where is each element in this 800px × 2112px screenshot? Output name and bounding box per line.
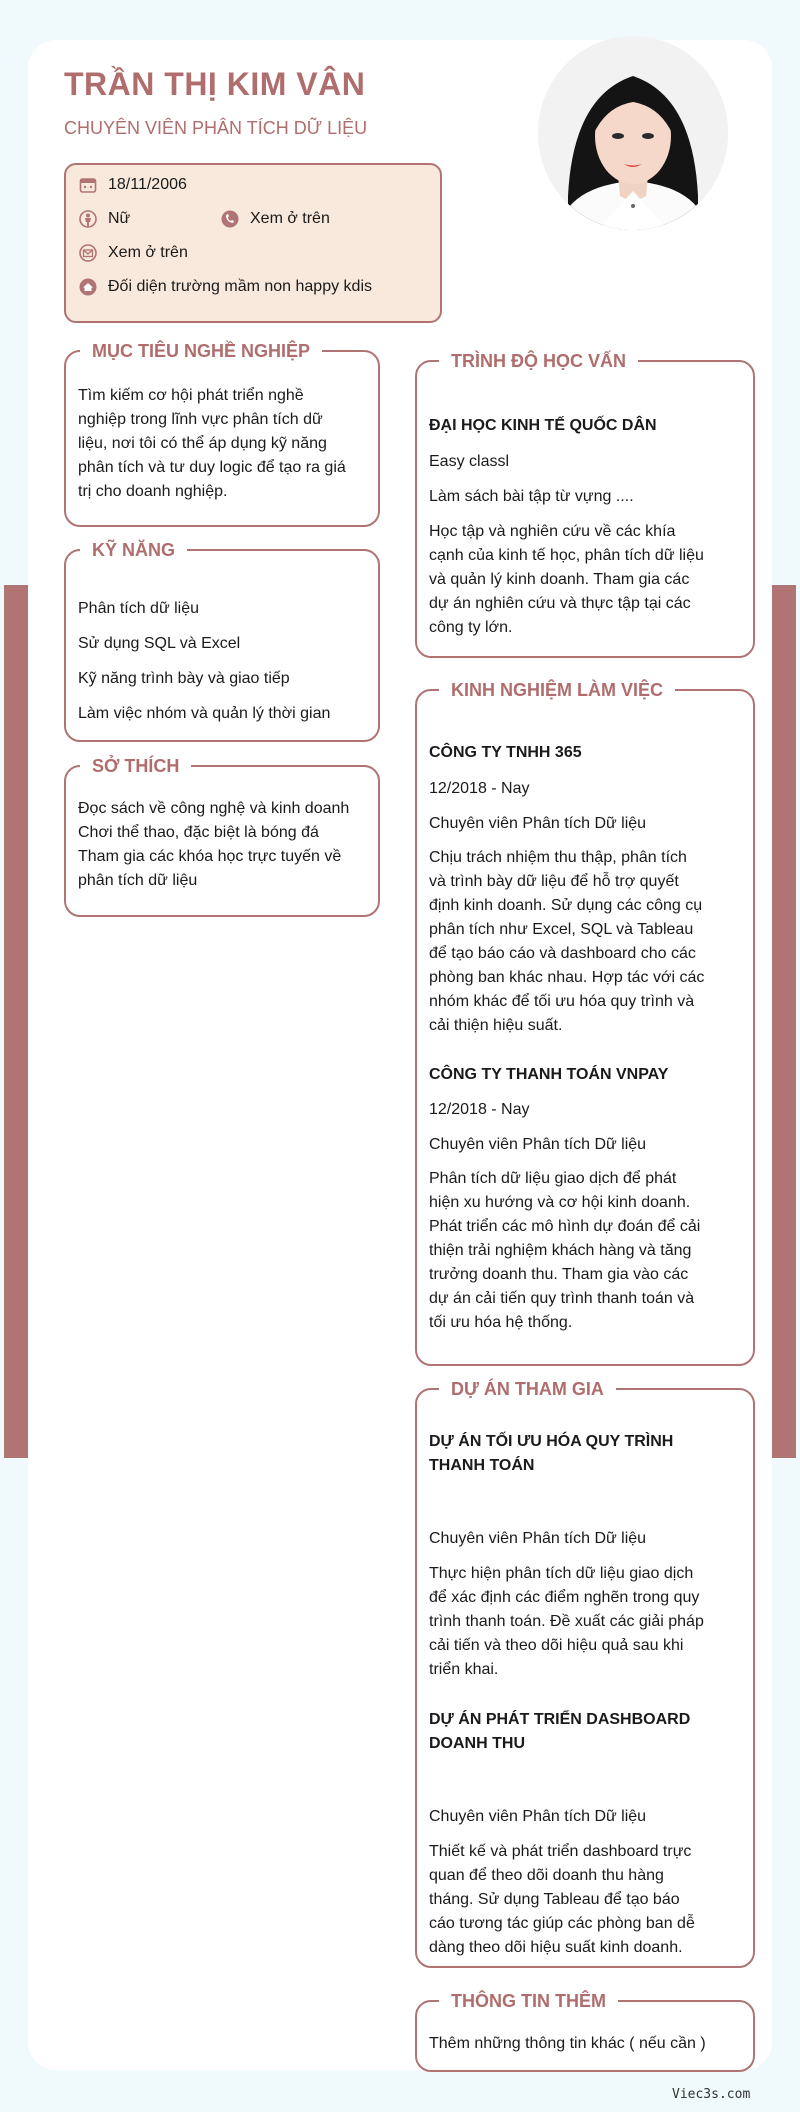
hobby-line: Chơi thể thao, đặc biệt là bóng đá bbox=[78, 824, 319, 841]
job-desc-line: tối ưu hóa hệ thống. bbox=[429, 1314, 573, 1331]
job-desc-line: Phát triển các mô hình dự đoán để cải bbox=[429, 1218, 701, 1235]
watermark: Viec3s.com bbox=[672, 2087, 751, 2102]
hobby-line: phân tích dữ liệu bbox=[78, 872, 198, 889]
gender-row bbox=[78, 209, 130, 229]
home-icon bbox=[78, 277, 98, 297]
birthday-row bbox=[78, 175, 187, 195]
project-desc-line: Thực hiện phân tích dữ liệu giao dịch bbox=[429, 1565, 694, 1582]
address-row bbox=[78, 277, 372, 297]
email-icon bbox=[78, 243, 98, 263]
job-desc-line: phòng ban khác nhau. Hợp tác với các bbox=[429, 969, 705, 986]
education-desc-line: dự án nghiên cứu và thực tập tại các bbox=[429, 595, 691, 612]
education-line: Làm sách bài tập từ vựng .... bbox=[429, 488, 634, 505]
project-desc-line: quan để theo dõi doanh thu hàng bbox=[429, 1867, 664, 1884]
job-desc-line: hiện xu hướng và cơ hội kinh doanh. bbox=[429, 1194, 691, 1211]
candidate-title: CHUYÊN VIÊN PHÂN TÍCH DỮ LIỆU bbox=[64, 118, 368, 138]
project-desc-line: để xác định các điểm nghẽn trong quy bbox=[429, 1589, 700, 1606]
project-desc-line: cải tiến và theo dõi hiệu quả sau khi bbox=[429, 1637, 684, 1654]
birthday-value: 18/11/2006 bbox=[108, 176, 187, 193]
section-title: MỤC TIÊU NGHỀ NGHIỆP bbox=[80, 339, 322, 363]
project-desc-line: trình thanh toán. Đề xuất các giải pháp bbox=[429, 1613, 704, 1630]
profile-photo bbox=[538, 36, 728, 230]
gender-icon bbox=[78, 209, 98, 229]
education-section bbox=[415, 351, 755, 658]
projects-section bbox=[415, 1379, 755, 1968]
phone-row bbox=[220, 209, 330, 229]
contact-info-box bbox=[64, 163, 442, 323]
objective-line: Tìm kiếm cơ hội phát triển nghề bbox=[78, 387, 304, 404]
job-desc-line: cải thiện hiệu suất. bbox=[429, 1017, 563, 1034]
objective-line: phân tích và tư duy logic để tạo ra giá bbox=[78, 459, 346, 476]
job-desc-line: định kinh doanh. Sử dụng các công cụ bbox=[429, 897, 703, 914]
job-desc-line: để tạo báo cáo và dashboard cho các bbox=[429, 945, 696, 962]
school-name: ĐẠI HỌC KINH TẾ QUỐC DÂN bbox=[429, 417, 657, 434]
skill-item: Kỹ năng trình bày và giao tiếp bbox=[78, 670, 290, 687]
gender-value: Nữ bbox=[108, 210, 131, 227]
email-value: Xem ở trên bbox=[108, 244, 188, 261]
additional-info-text: Thêm những thông tin khác ( nếu cần ) bbox=[429, 2035, 706, 2052]
section-title: KINH NGHIỆM LÀM VIỆC bbox=[439, 678, 675, 702]
job-period: 12/2018 - Nay bbox=[429, 1101, 530, 1118]
hobbies-section bbox=[64, 756, 380, 917]
project-desc-line: tháng. Sử dụng Tableau để tạo báo bbox=[429, 1891, 680, 1908]
career-objective-section bbox=[64, 341, 380, 527]
phone-icon bbox=[220, 209, 240, 229]
education-line: Easy classl bbox=[429, 453, 510, 470]
job-period: 12/2018 - Nay bbox=[429, 780, 530, 797]
education-desc-line: Học tập và nghiên cứu về các khía bbox=[429, 523, 676, 540]
job-position: Chuyên viên Phân tích Dữ liệu bbox=[429, 1136, 647, 1153]
left-decor-band bbox=[4, 585, 28, 1458]
project-name: DỰ ÁN PHÁT TRIỂN DASHBOARD bbox=[429, 1711, 691, 1728]
project-desc-line: Thiết kế và phát triển dashboard trực bbox=[429, 1843, 692, 1860]
email-row bbox=[78, 243, 188, 263]
job-desc-line: và trình bày dữ liệu để hỗ trợ quyết bbox=[429, 873, 679, 890]
company-name: CÔNG TY THANH TOÁN VNPAY bbox=[429, 1066, 669, 1083]
objective-line: nghiệp trong lĩnh vực phân tích dữ bbox=[78, 411, 323, 428]
calendar-icon bbox=[78, 175, 98, 195]
job-desc-line: Chịu trách nhiệm thu thập, phân tích bbox=[429, 849, 687, 866]
skills-section bbox=[64, 540, 380, 742]
project-name: DOANH THU bbox=[429, 1735, 525, 1752]
section-title: SỞ THÍCH bbox=[80, 754, 191, 778]
objective-line: liệu, nơi tôi có thể áp dụng kỹ năng bbox=[78, 435, 327, 452]
section-title: THÔNG TIN THÊM bbox=[439, 1989, 618, 2013]
job-position: Chuyên viên Phân tích Dữ liệu bbox=[429, 815, 647, 832]
skill-item: Sử dụng SQL và Excel bbox=[78, 635, 241, 652]
candidate-name: TRẦN THỊ KIM VÂN bbox=[64, 66, 366, 102]
job-desc-line: Phân tích dữ liệu giao dịch để phát bbox=[429, 1170, 677, 1187]
education-desc-line: công ty lớn. bbox=[429, 619, 513, 636]
project-role: Chuyên viên Phân tích Dữ liệu bbox=[429, 1530, 647, 1547]
work-experience-section bbox=[415, 680, 755, 1366]
project-role: Chuyên viên Phân tích Dữ liệu bbox=[429, 1808, 647, 1825]
job-desc-line: nhóm khác để tối ưu hóa quy trình và bbox=[429, 993, 695, 1010]
skill-item: Phân tích dữ liệu bbox=[78, 600, 200, 617]
additional-info-section bbox=[415, 1991, 755, 2072]
hobby-line: Đọc sách về công nghệ và kinh doanh bbox=[78, 800, 350, 817]
section-title: KỸ NĂNG bbox=[80, 538, 187, 562]
hobby-line: Tham gia các khóa học trực tuyến về bbox=[78, 848, 342, 865]
job-desc-line: thiện trải nghiệm khách hàng và tăng bbox=[429, 1242, 692, 1259]
project-desc-line: dàng theo dõi hiệu suất kinh doanh. bbox=[429, 1939, 683, 1956]
project-desc-line: cáo tương tác giúp các phòng ban dễ bbox=[429, 1915, 695, 1932]
section-title: DỰ ÁN THAM GIA bbox=[439, 1377, 616, 1401]
project-name: THANH TOÁN bbox=[429, 1457, 535, 1474]
job-desc-line: dự án cải tiến quy trình thanh toán và bbox=[429, 1290, 695, 1307]
address-value: Đối diện trường mầm non happy kdis bbox=[108, 278, 372, 295]
objective-line: trị cho doanh nghiệp. bbox=[78, 483, 228, 500]
skill-item: Làm việc nhóm và quản lý thời gian bbox=[78, 705, 331, 722]
project-desc-line: triển khai. bbox=[429, 1661, 499, 1678]
education-desc-line: cạnh của kinh tế học, phân tích dữ liệu bbox=[429, 547, 704, 564]
company-name: CÔNG TY TNHH 365 bbox=[429, 744, 582, 761]
project-name: DỰ ÁN TỐI ƯU HÓA QUY TRÌNH bbox=[429, 1433, 674, 1450]
job-desc-line: trưởng doanh thu. Tham gia vào các bbox=[429, 1266, 689, 1283]
right-decor-band bbox=[772, 585, 796, 1458]
phone-value: Xem ở trên bbox=[250, 210, 330, 227]
section-title: TRÌNH ĐỘ HỌC VẤN bbox=[439, 349, 638, 373]
education-desc-line: và quản lý kinh doanh. Tham gia các bbox=[429, 571, 690, 588]
job-desc-line: phân tích như Excel, SQL và Tableau bbox=[429, 921, 694, 938]
